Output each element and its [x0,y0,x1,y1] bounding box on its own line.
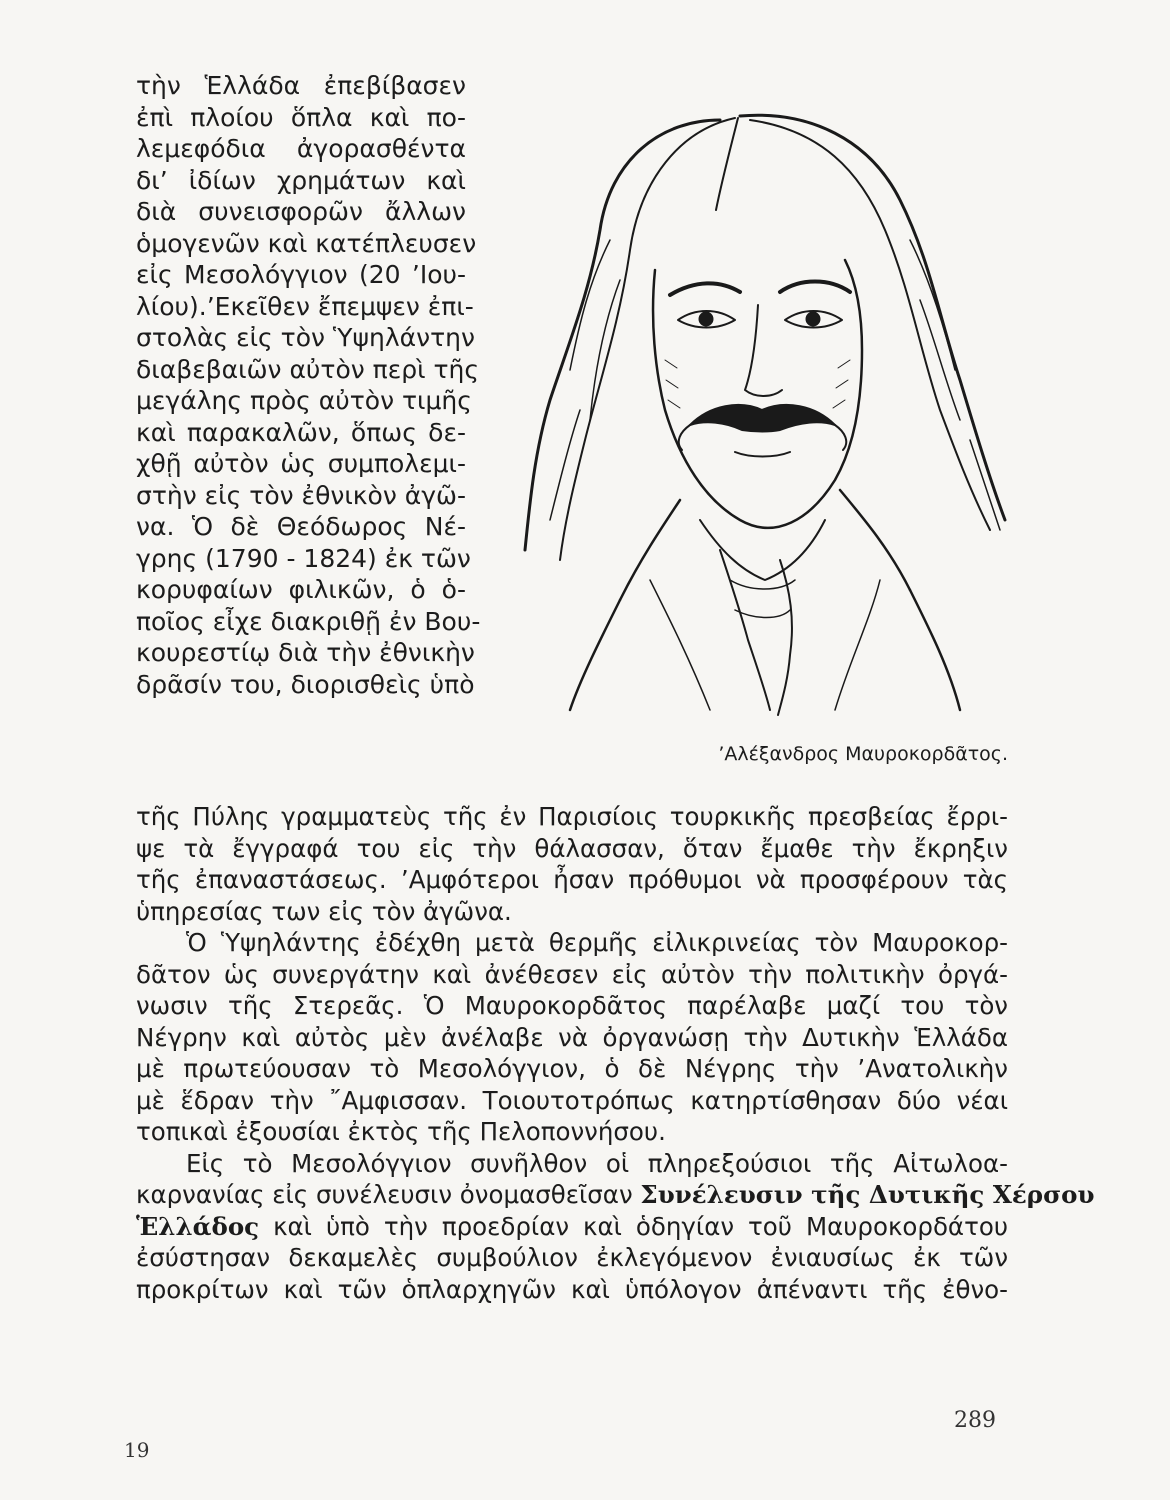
text-span: καρνανίας εἰς συνέλευσιν ὀνομασθεῖσαν [136,1180,641,1209]
page-number-right: 289 [954,1408,996,1433]
text-line: ψε τὰ ἔγγραφά του εἰς τὴν θάλασσαν, ὅταν ἔμαθε τὴν ἔκρηξιν [136,833,1008,863]
text-line: μὲ ἕδραν τὴν ῎Αμφισσαν. Τοιουτοτρόπως κατηρτίσθησαν δύο νέαι [136,1085,1008,1115]
text-line: γρης (1790 - 1824) ἐκ τῶν [136,543,471,573]
text-line: μὲ πρωτεύουσαν τὸ Μεσολόγγιον, ὁ δὲ Νέγρης τὴν ’Ανατολικὴν [136,1054,1008,1083]
text-line: κουρεστίῳ διὰ τὴν ἐθνικὴν [136,638,475,667]
text-line: διαβεβαιῶν αὐτὸν περὶ τῆς [136,354,480,384]
text-line: δρᾶσίν του, διορισθεὶς ὑπὸ [136,669,475,699]
text-line [136,1211,1008,1243]
text-line: Εἰς τὸ Μεσολόγγιον συνῆλθον οἱ πληρεξούσιοι τῆς Αἰτωλοα- [186,1148,1008,1178]
text-line: να. Ὁ δὲ Θεόδωρος Νέ- [136,512,466,541]
paragraph [136,927,1008,1148]
text-line: καὶ παρακαλῶν, ὅπως δε- [136,417,466,447]
portrait-engraving [490,80,1020,720]
text-line: ὁμογενῶν καὶ κατέπλευσεν [136,228,477,258]
portrait-caption: ’Αλέξανδρος Μαυροκορδᾶτος. [718,743,1008,765]
text-line: ἐπὶ πλοίου ὅπλα καὶ πο- [136,102,466,132]
text-line: ὑπηρεσίας των εἰς τὸν ἀγῶνα. [136,896,512,926]
paragraph [136,1148,1095,1306]
text-span: καὶ ὑπὸ τὴν προεδρίαν καὶ ὁδηγίαν τοῦ Μαυροκορδάτου [259,1211,1008,1241]
text-line: τῆς Πύλης γραμματεὺς τῆς ἐν Παρισίοις τουρκικῆς πρεσβείας ἔρρι- [136,802,1008,831]
bold-term: Ἑλλάδος [136,1211,260,1241]
text-line: λίου).’Εκεῖθεν ἔπεμψεν ἐπι- [136,291,474,321]
text-line: χθῇ αὐτὸν ὡς συμπολεμι- [136,449,466,478]
text-line: τῆς ἐπαναστάσεως. ’Αμφότεροι ἦσαν πρόθυμοι νὰ προσφέρουν τὰς [136,865,1008,894]
full-width-text [136,801,1095,1305]
left-text-column [136,70,481,700]
text-line: τοπικαὶ ἐξουσίαι ἐκτὸς τῆς Πελοποννήσου. [136,1117,666,1146]
text-line: κορυφαίων φιλικῶν, ὁ ὁ- [136,575,466,604]
paragraph [136,801,1008,927]
text-line: λεμεφόδια ἀγορασθέντα [136,134,466,163]
text-line: Νέγρην καὶ αὐτὸς μὲν ἀνέλαβε νὰ ὀργανώσῃ τὴν Δυτικὴν Ἑλλάδα [136,1022,1008,1052]
text-line: στολὰς εἰς τὸν Ὑψηλάντην [136,323,475,352]
text-line: δᾶτον ὡς συνεργάτην καὶ ἀνέθεσεν εἰς αὐτὸν τὴν πολιτικὴν ὀργά- [136,959,1008,989]
text-line: δι’ ἰδίων χρημάτων καὶ [136,165,466,195]
text-line: μεγάλης πρὸς αὐτὸν τιμῆς [136,386,472,415]
text-line: τὴν Ἑλλάδα ἐπεβίβασεν [136,71,466,100]
text-line: ποῖος εἶχε διακριθῇ ἐν Βου- [136,606,481,636]
text-line: στὴν εἰς τὸν ἐθνικὸν ἀγῶ- [136,480,466,510]
bold-term: Συνέλευσιν τῆς Δυτικῆς Χέρσου [640,1180,1095,1209]
text-line: νωσιν τῆς Στερεᾶς. Ὁ Μαυροκορδᾶτος παρέλαβε μαζί του τὸν [136,991,1008,1020]
text-line: Ὁ Ὑψηλάντης ἐδέχθη μετὰ θερμῆς εἰλικρινείας τὸν Μαυροκορ- [186,928,1008,957]
page-number-left: 19 [124,1438,150,1462]
text-line: ἐσύστησαν δεκαμελὲς συμβούλιον ἐκλεγόμενον ἐνιαυσίως ἐκ τῶν [136,1243,1008,1272]
text-line: προκρίτων καὶ τῶν ὁπλαρχηγῶν καὶ ὑπόλογον ἀπέναντι τῆς ἐθνο- [136,1274,1008,1304]
text-line: εἰς Μεσολόγγιον (20 ’Ιου- [136,260,466,289]
text-line [136,1179,1095,1211]
text-line: διὰ συνεισφορῶν ἄλλων [136,197,466,226]
